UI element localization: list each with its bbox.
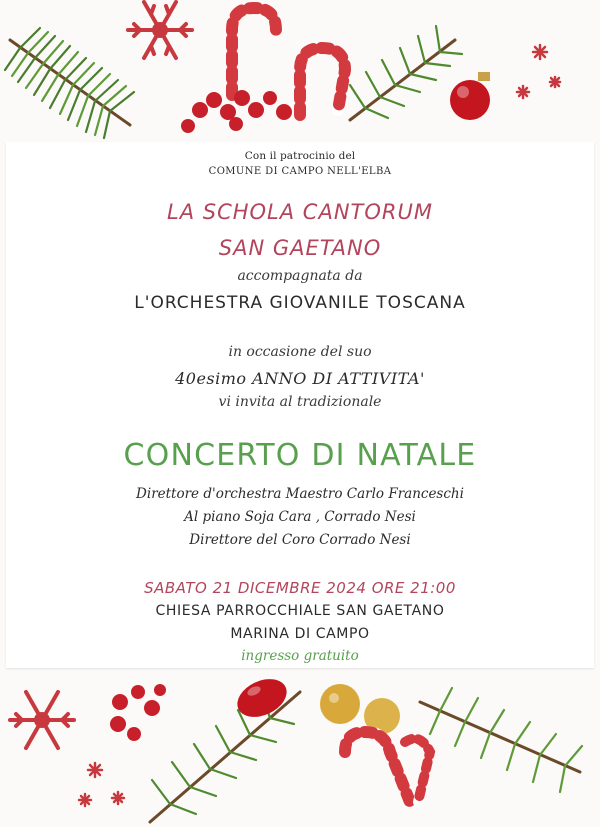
berry-icon xyxy=(181,90,292,133)
candy-cane-icon xyxy=(232,8,276,95)
accompanied-text: accompagnata da xyxy=(237,268,363,284)
pine-branch-icon xyxy=(150,692,300,822)
credit-conductor: Direttore d'orchestra Maestro Carlo Franceschi xyxy=(136,486,464,502)
anniversary-text: 40esimo ANNO DI ATTIVITA' xyxy=(175,369,425,388)
invite-text: vi invita al tradizionale xyxy=(218,394,382,410)
star-icon xyxy=(79,763,124,806)
bottom-decoration xyxy=(0,672,600,827)
choir-line1: LA SCHOLA CANTORUM xyxy=(167,200,433,224)
choir-line2: SAN GAETANO xyxy=(218,236,382,260)
patronage-line2: COMUNE DI CAMPO NELL'ELBA xyxy=(208,166,392,177)
candy-cane-icon xyxy=(300,48,345,115)
star-icon xyxy=(517,45,560,98)
location: MARINA DI CAMPO xyxy=(230,626,370,642)
pine-branch-icon xyxy=(5,28,134,138)
credit-piano: Al piano Soja Cara , Corrado Nesi xyxy=(184,509,416,525)
snowflake-icon xyxy=(10,692,74,748)
pine-branch-icon xyxy=(420,688,582,792)
date-time: SABATO 21 DICEMBRE 2024 ORE 21:00 xyxy=(144,579,456,597)
venue: CHIESA PARROCCHIALE SAN GAETANO xyxy=(155,603,445,619)
admission: ingresso gratuito xyxy=(241,648,359,664)
berry-icon xyxy=(110,684,166,741)
orchestra-name: L'ORCHESTRA GIOVANILE TOSCANA xyxy=(134,293,466,313)
concert-title: CONCERTO DI NATALE xyxy=(123,438,477,473)
candy-cane-icon xyxy=(345,732,430,802)
patronage-line1: Con il patrocinio del xyxy=(244,150,356,162)
pine-branch-icon xyxy=(350,26,462,120)
ornament-ball-icon xyxy=(450,72,490,120)
snowflake-icon xyxy=(128,2,192,58)
credit-choir: Direttore del Coro Corrado Nesi xyxy=(189,532,411,548)
occasion-text: in occasione del suo xyxy=(228,344,372,360)
top-decoration xyxy=(0,0,600,140)
